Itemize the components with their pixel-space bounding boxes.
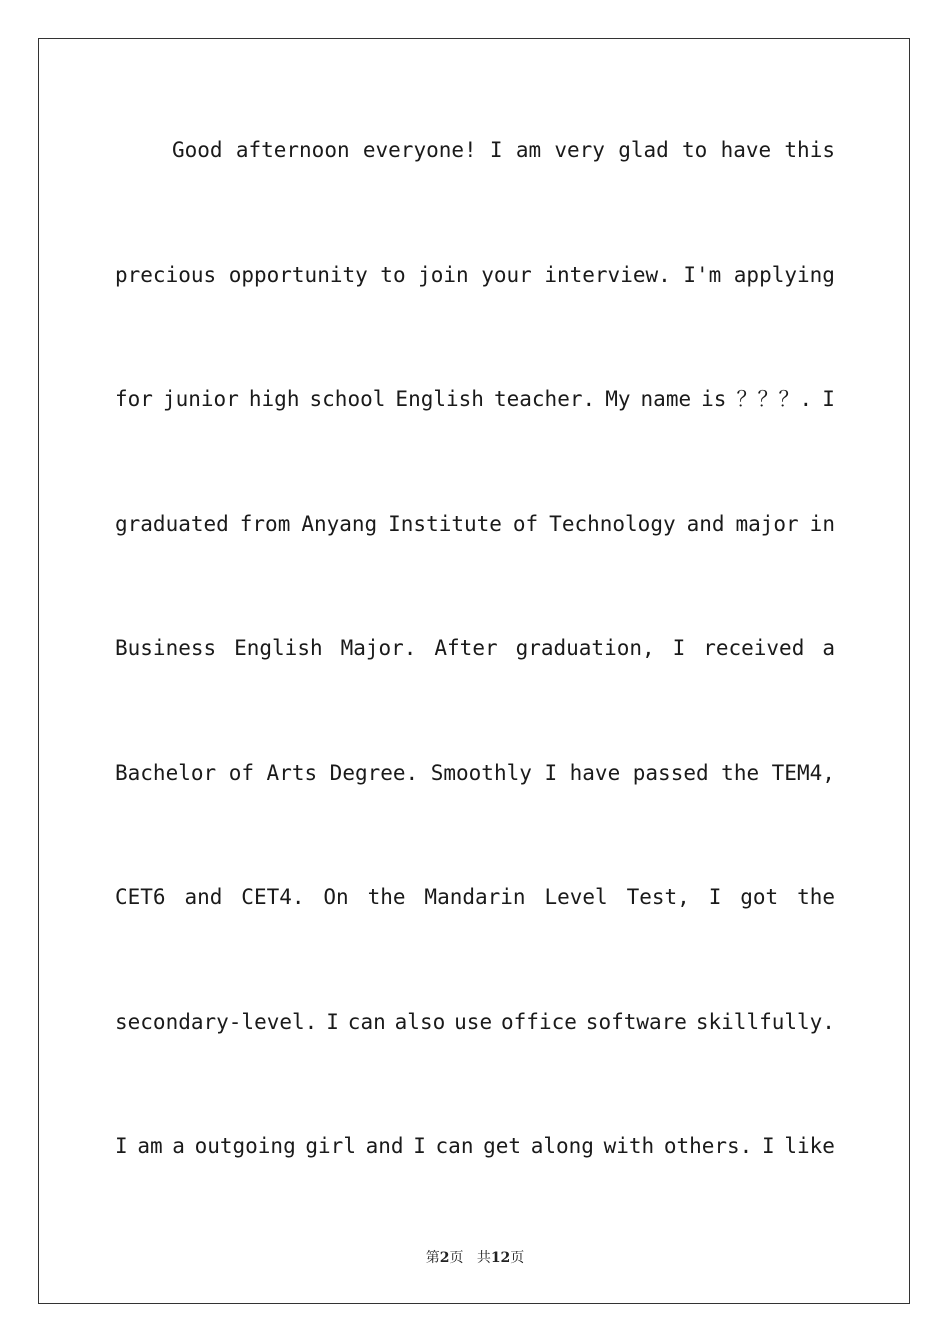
footer-total-suffix: 页 (510, 1250, 525, 1266)
word: applying (733, 262, 835, 287)
word: am (515, 138, 542, 162)
word: Anyang (301, 511, 378, 536)
word: am (137, 1134, 163, 1158)
word: interview. (544, 262, 671, 287)
footer-total-prefix: 共 (476, 1250, 491, 1266)
word: After (434, 636, 498, 660)
word: Bachelor (115, 760, 217, 785)
word: software (585, 1009, 687, 1034)
word: I (413, 1134, 426, 1158)
word: and (184, 885, 223, 909)
word: school (309, 387, 386, 411)
word: have (569, 760, 621, 785)
word: can (347, 1009, 386, 1034)
word: to (380, 262, 406, 287)
word: graduated (115, 511, 229, 536)
word: afternoon (235, 138, 350, 162)
word: of (512, 511, 539, 536)
word: I (544, 760, 558, 785)
word: the (797, 885, 835, 909)
word: TEM4, (771, 760, 835, 785)
word: CET4. (241, 885, 305, 909)
word: with (603, 1134, 655, 1158)
word: along (530, 1134, 594, 1158)
word: ？？？. (736, 387, 813, 411)
word: On (323, 885, 349, 909)
word: everyone! (362, 138, 477, 162)
word: Degree. (329, 760, 419, 785)
word: received (703, 636, 805, 660)
word: office (501, 1009, 577, 1034)
word: precious (115, 262, 217, 287)
word: skillfully. (695, 1009, 835, 1034)
word: My (605, 387, 631, 411)
word: CET6 (115, 885, 166, 909)
word: in (809, 511, 835, 536)
footer-total-pages: 12 (490, 1250, 511, 1266)
word: graduation, (515, 636, 655, 660)
word: Test, (626, 885, 690, 909)
word: English (395, 387, 484, 411)
word: get (483, 1134, 522, 1158)
word: Technology (549, 511, 676, 536)
word: can (435, 1134, 474, 1158)
word: glad (618, 138, 669, 162)
word: and (365, 1134, 404, 1158)
word: Mandarin (424, 885, 526, 909)
word: I (762, 1134, 775, 1158)
word: like (784, 1134, 835, 1158)
word: I (822, 387, 835, 411)
text-line (172, 135, 835, 165)
word: I (672, 636, 686, 660)
word: Good (172, 138, 223, 162)
word: I (326, 1009, 339, 1034)
word: also (394, 1009, 446, 1034)
word: the (367, 885, 406, 909)
word: I (708, 885, 722, 909)
word: junior (162, 387, 239, 411)
word: English (234, 636, 323, 660)
page-border (38, 38, 910, 1304)
word: your (481, 262, 532, 287)
word: passed (632, 760, 709, 785)
text-line (115, 633, 835, 663)
word: outgoing (194, 1134, 296, 1158)
footer-prefix: 第 (425, 1250, 440, 1266)
word: very (554, 138, 605, 162)
word: others. (663, 1134, 753, 1158)
word: of (228, 760, 254, 785)
text-line (115, 758, 835, 788)
page-footer (0, 1247, 950, 1267)
word: I (489, 138, 503, 162)
word: to (682, 138, 708, 162)
text-line (115, 1131, 835, 1161)
word: Business (115, 636, 217, 660)
word: Arts (266, 760, 318, 785)
word: a (172, 1134, 185, 1158)
word: and (686, 511, 725, 536)
text-line (115, 882, 835, 912)
word: have (720, 138, 772, 162)
word: teacher. (493, 387, 596, 411)
word: major (735, 511, 799, 536)
word: Level (544, 885, 608, 909)
text-line (115, 509, 835, 539)
footer-page-suffix: 页 (449, 1250, 464, 1266)
text-line (115, 384, 835, 414)
word: high (248, 387, 300, 411)
text-line (115, 1007, 835, 1037)
word: the (721, 760, 760, 785)
word: I'm (683, 262, 722, 287)
word: for (115, 387, 153, 411)
word: Institute (388, 511, 502, 536)
word: got (740, 885, 779, 909)
word: girl (305, 1134, 356, 1158)
word: use (454, 1009, 493, 1034)
word: join (418, 262, 469, 287)
word: name (640, 387, 692, 411)
word: Smoothly (430, 760, 532, 785)
word: opportunity (228, 262, 368, 287)
text-line (115, 260, 835, 290)
word: Major. (340, 636, 417, 660)
word: I (115, 1134, 128, 1158)
word: a (822, 636, 835, 660)
word: from (239, 511, 291, 536)
footer-page-number: 2 (439, 1250, 450, 1266)
word: is (701, 387, 727, 411)
word: secondary-level. (115, 1009, 318, 1034)
word: this (784, 138, 835, 162)
